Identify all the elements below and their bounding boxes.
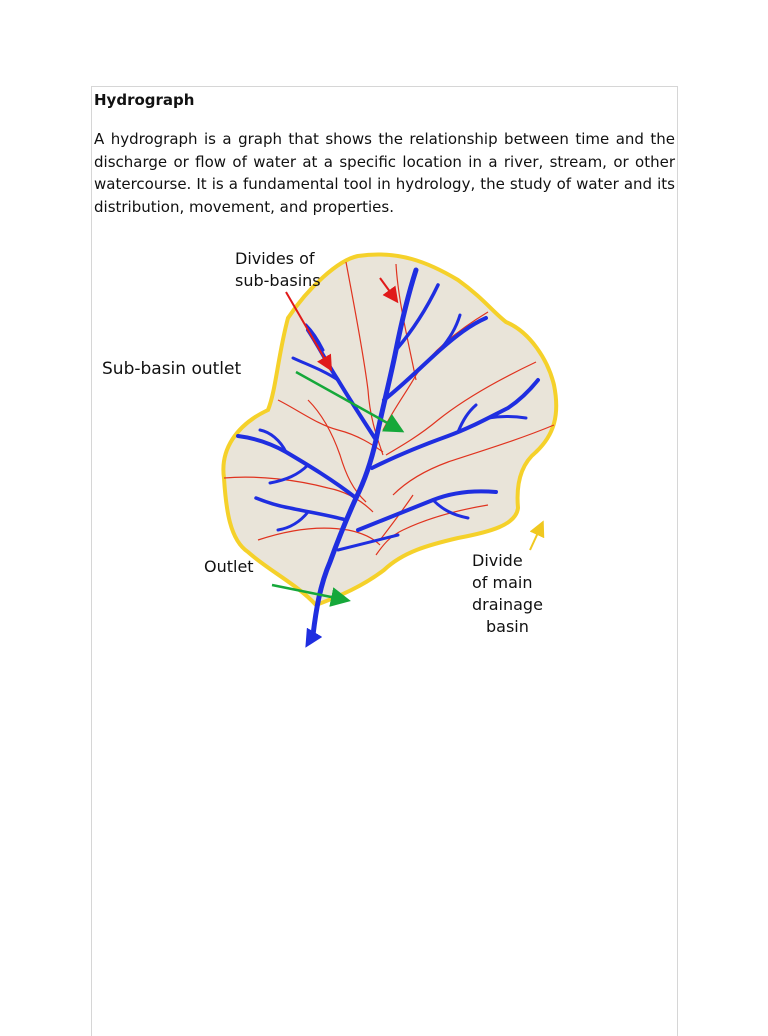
label-divides-line1: Divides of bbox=[235, 249, 315, 268]
main-divide-arrow bbox=[530, 524, 542, 550]
drainage-basin-figure bbox=[102, 240, 580, 640]
document-title: Hydrograph bbox=[94, 91, 195, 109]
label-divide-line2: of main bbox=[472, 573, 533, 592]
label-divide-line1: Divide bbox=[472, 551, 523, 570]
label-divide-line3: drainage bbox=[472, 595, 543, 614]
label-divide-line4: basin bbox=[486, 617, 529, 636]
label-subbasin-outlet: Sub-basin outlet bbox=[102, 359, 242, 379]
label-outlet: Outlet bbox=[204, 557, 254, 576]
label-divides-line2: sub-basins bbox=[235, 271, 321, 290]
document-paragraph: A hydrograph is a graph that shows the relationship between time and the discharge or flow of water at a specific location in a river, stream, or other watercourse. It is a fundamental tool in hydrology, the study of water and its distribution, movement, and properties. bbox=[94, 130, 675, 216]
